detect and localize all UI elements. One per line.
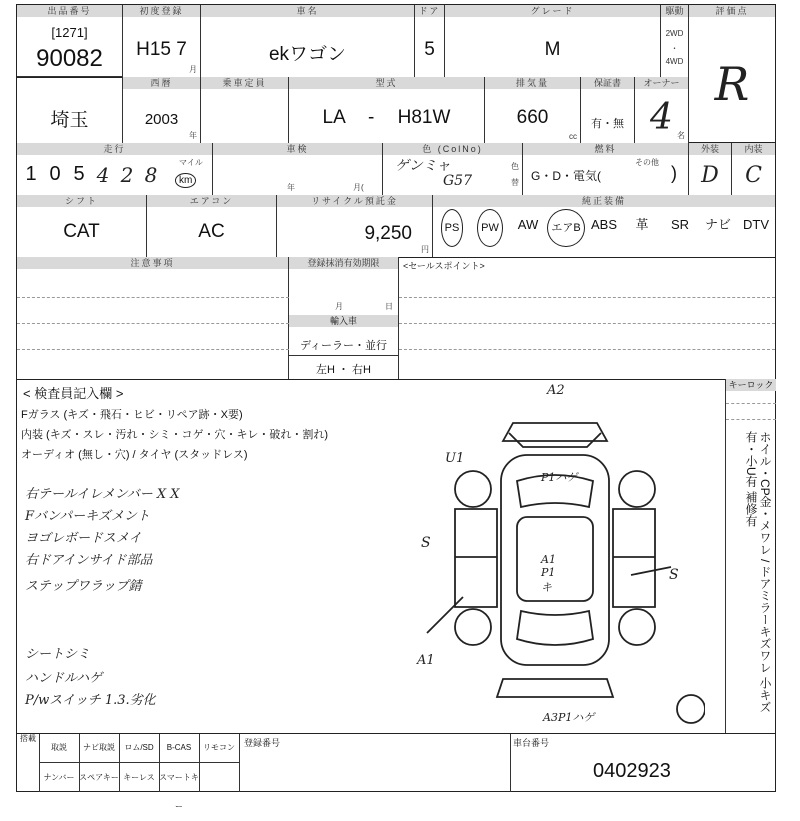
mileage-digit: 4 [96,163,110,187]
bottom-label-top: 取説 [39,734,80,763]
handwritten-note: P/wスイッチ 1.3.劣化 [25,693,156,708]
cc-header: 排気量 [485,77,580,89]
bottom-label-bottom: キーレス [119,763,160,792]
ac-header: エアコン [147,195,276,207]
color-shiki: 色 [511,162,519,171]
color-code: G57 [443,173,472,189]
mileage-digit: 0 [49,163,61,185]
bottom-label-bottom: スペアキー [79,763,120,792]
warranty: 有・無 [591,118,624,130]
equipment-item [737,209,775,241]
mileage-digit: 5 [73,163,85,185]
mileage-digit: 8 [144,163,158,187]
equipment-item [547,209,585,241]
warranty-header: 保証書 [581,77,634,89]
rider-cell [201,77,289,143]
bottom-label-bottom: スマートキー [159,763,200,792]
row-2 [17,77,775,144]
color-cell [383,143,523,195]
interior-grade: C [745,163,762,188]
audio-line: オーディオ (無し・穴) / タイヤ (スタッドレス) [21,449,248,461]
lot-bracket: [1271] [51,25,88,40]
exterior-header: 外装 [689,143,731,155]
model-dash: - [368,107,375,128]
equipment-label: ABS [590,217,617,232]
notes-cell [17,257,289,379]
auction-sheet [16,4,776,811]
fuel-cell [523,143,689,195]
equipment-label: エアB [547,209,584,247]
sales-point-header: <セールスポイント> [403,261,485,271]
drive-cell [661,5,689,77]
mileage-unit-miles: マイル [179,158,203,167]
handwritten-note: ハンドルハゲ [25,671,103,686]
equipment-item [623,209,661,241]
handwritten-note: Fバンパーキズメント [25,509,150,524]
fuel-header: 燃料 [523,143,688,155]
year-ad: 2003 [144,111,179,128]
drive-4wd: 4WD [665,57,684,66]
onboard-label: 搭載 [17,734,40,792]
equipment-label: SR [670,217,690,232]
mark-left: S [421,535,431,551]
shift: CAT [63,221,100,242]
equipment-item [585,209,623,241]
mark-rear-left: A1 [417,653,435,668]
mileage-digits [21,163,161,187]
first-reg-era: H15 [136,39,171,60]
equipment-label: 革 [635,217,649,232]
year-cell [123,77,201,143]
cc-unit: cc [569,132,577,141]
equipment-item [509,209,547,241]
bottom-label-top: リモコン [199,734,240,763]
owner-unit: 名 [677,131,685,140]
interior-line: 内装 (キズ・スレ・汚れ・シミ・コゲ・穴・キレ・破れ・割れ) [21,429,329,441]
recycle-cell [277,195,433,257]
rider-header: 乗車定員 [201,77,288,89]
keylock-header: キーロック [726,379,776,391]
mileage-cell [17,143,213,195]
region: 埼玉 [50,110,89,131]
inspection-month-unit: 月( [353,183,364,192]
inspection-no-header: 登録番号 [244,738,281,748]
reg-month: 月 [335,302,343,311]
recycle-value: 9,250 [364,223,412,244]
color-header: 色 (ColNo) [383,143,522,155]
handwritten-note: 右ドアインサイド部品 [25,553,153,568]
drive-2wd: 2WD [665,29,684,38]
inspector-checklist [21,405,328,465]
equipment-item [699,209,737,241]
drive-header: 駆動 [661,5,688,17]
row-4 [17,195,775,258]
grade-header: グレード [445,5,660,17]
dealer: ディーラー・並行 [299,340,388,352]
first-reg-cell [123,5,201,77]
year-header: 西暦 [123,77,200,89]
mileage-header: 走行 [17,143,212,155]
score-value: R [714,57,750,111]
handwritten-note: 右テールイレメンバー X X [25,487,180,502]
keylock-column [725,379,776,733]
model-cell [289,77,485,143]
handwritten-note: ヨゴレボードスメイ [25,531,142,546]
model-header: 型式 [289,77,484,89]
mark-front-center: P1ハゲ [541,471,578,484]
dealer-header: 輸入車 [289,315,398,327]
recycle-header: リサイクル預託金 [277,195,432,207]
equipment-header: 純正装備 [433,195,775,207]
equipment-cell [433,195,775,257]
inspection-header: 車検 [213,143,382,155]
serial-cell [509,734,775,792]
mark-roof: A1 P1キ [541,553,556,594]
lot-header: 出品番号 [17,5,122,17]
first-reg-header: 初度登録 [123,5,200,17]
notes-header: 注意事項 [17,257,288,269]
doors-cell [415,5,445,77]
grade-cell [445,5,661,77]
equipment-label: DTV [743,217,769,232]
reg-deadline-header: 登録抹消有効期限 [289,257,398,269]
mark-front-left: U1 [445,451,465,466]
registration-cell [289,257,399,379]
model-a: LA [322,107,345,128]
row-3 [17,143,775,196]
car-name-header: 車名 [201,5,414,17]
equipment-label: AW [517,217,539,232]
warranty-cell [581,77,635,143]
doors-header: ドア [415,5,444,17]
first-reg-month-unit: 月 [189,65,197,74]
region-cell [17,77,123,143]
year-unit: 年 [189,131,197,140]
interior-header: 内装 [732,143,775,155]
equipment-label: ナビ [704,217,731,232]
mark-right: S [669,567,679,583]
sales-point-cell [399,257,775,379]
inspector-area [17,379,775,733]
mileage-unit-km: km [175,173,196,188]
mark-top: A2 [547,383,565,398]
bottom-label-bottom: ナンバー [39,763,80,792]
shift-cell [17,195,147,257]
bottom-labels [39,734,239,811]
serial-header: 車台番号 [513,738,550,748]
handwritten-note: ステップワラップ錆 [25,579,142,594]
car-name: ekワゴン [268,44,347,65]
doors: 5 [424,39,435,60]
equipment-item [471,209,509,241]
equipment-item [433,209,471,241]
score-cell [689,5,775,143]
bottom-label-top: ナビ取説 [79,734,120,763]
cc-cell [485,77,581,143]
exterior-grade: D [701,163,719,188]
mileage-digit: 2 [120,163,134,187]
mileage-digit: 1 [25,163,37,185]
recycle-unit: 円 [421,245,429,254]
inspection-year-unit: 年 [287,183,295,192]
shift-header: シフト [17,195,146,207]
owner: 4 [650,97,673,138]
reg-day: 日 [385,302,393,311]
score-header: 評価点 [689,5,775,17]
fuel-other: その他 [635,158,659,167]
fglass-line: Fガラス (キズ・飛石・ヒビ・リペア跡・X要) [21,409,243,421]
lot-number: 90082 [36,45,103,72]
first-reg-month: 7 [176,39,187,60]
steering-side: 左H ・ 右H [316,364,371,376]
interior-cell [732,143,775,195]
bottom-area [17,733,775,811]
color-hand: ゲンミャ [395,158,451,174]
fuel-close: ) [671,163,677,183]
grade: M [544,39,561,60]
ac-cell [147,195,277,257]
owner-header: オーナー [635,77,688,89]
lot-cell [17,5,123,77]
mark-rear: A3P1ハゲ [543,711,595,724]
equipment-label: PW [477,209,503,247]
inspector-header: < 検査員記入欄 > [23,386,124,401]
model-b: H81W [397,107,451,128]
handwritten-note: シートシミ [25,647,91,662]
bottom-label-top: B-CAS [159,734,200,763]
serial-number: 0402923 [593,760,671,782]
equipment-item [661,209,699,241]
side-text: ホイル・CP金・メワレ / ドアミラーキズワレ 小キズ有・小U有 補修有 [744,431,772,714]
drive-dot: ・ [670,44,679,53]
equipment-list [433,195,775,257]
inspection-cell [213,143,383,195]
fuel-value: G・D・電気( [531,169,601,183]
ac: AC [198,221,225,242]
row-5 [17,257,775,380]
inspection-no-cell [239,734,511,792]
color-gae: 替 [511,178,519,187]
equipment-label: PS [441,209,464,247]
bottom-label-top: ロム/SD [119,734,160,763]
exterior-cell [689,143,732,195]
cc: 660 [516,107,549,128]
car-name-cell [201,5,415,77]
owner-cell [635,77,689,143]
